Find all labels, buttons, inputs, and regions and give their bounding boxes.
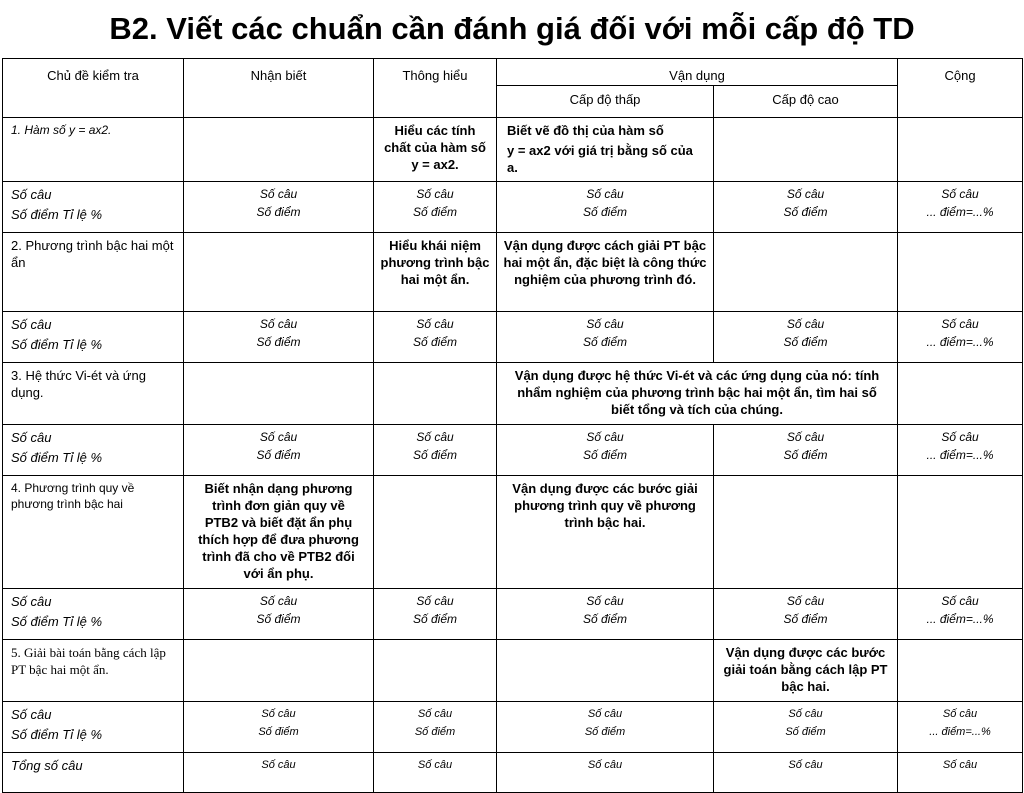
- count-label-1: Số câu: [11, 430, 52, 445]
- count-cell: Số câu Số điểm: [184, 702, 374, 753]
- count-label-cell: [3, 589, 184, 640]
- count-label-1: Số câu: [11, 594, 52, 609]
- empty-cell: [898, 476, 1023, 589]
- empty-cell: [714, 118, 898, 182]
- total-cell: Số câu: [898, 753, 1023, 793]
- count-cell: Số câu: [714, 753, 898, 793]
- apply-low-cell: Vận dụng được cách giải PT bậc hai một ẩn, đặc biệt là công thức nghiệm của phương trình đó.: [497, 233, 714, 312]
- count-cell: Số câu Số điểm: [497, 312, 714, 363]
- total-cell: Số câu ... điểm=...%: [898, 312, 1023, 363]
- topic-row: [3, 363, 1023, 425]
- total-label-cell: Tổng số câu: [3, 753, 184, 793]
- header-recognize: Nhận biết: [184, 59, 374, 118]
- count-row: [3, 182, 1023, 233]
- topic-cell: 4. Phương trình quy về phương trình bậc hai: [3, 476, 184, 589]
- count-cell: Số câu: [497, 753, 714, 793]
- topic-cell: 1. Hàm số y = ax2.: [3, 118, 184, 182]
- topic-cell: 2. Phương trình bậc hai một ẩn: [3, 233, 184, 312]
- count-cell: Số câu Số điểm: [374, 312, 497, 363]
- page-title: [0, 0, 1024, 58]
- count-cell: Số câu Số điểm: [714, 182, 898, 233]
- understand-cell: Hiểu các tính chất của hàm số y = ax2.: [374, 118, 497, 182]
- recognize-cell: Biết nhận dạng phương trình đơn giản quy về PTB2 và biết đặt ẩn phụ thích hợp để đưa phương trình đã cho về PTB2 đối với ẩn phụ.: [184, 476, 374, 589]
- header-understand: Thông hiểu: [374, 59, 497, 118]
- empty-cell: [184, 118, 374, 182]
- empty-cell: [497, 640, 714, 702]
- count-cell: Số câu: [374, 753, 497, 793]
- count-row: [3, 425, 1023, 476]
- understand-cell: Hiểu khái niệm phương trình bậc hai một ẩn.: [374, 233, 497, 312]
- count-cell: Số câu Số điểm: [374, 425, 497, 476]
- count-label-cell: [3, 425, 184, 476]
- apply-low-line-1: Biết vẽ đồ thị của hàm số: [507, 123, 664, 138]
- total-cell: Số câu ... điểm=...%: [898, 425, 1023, 476]
- empty-cell: [898, 233, 1023, 312]
- count-label-2: Số điểm Tỉ lệ %: [11, 727, 103, 742]
- header-apply-low: Cấp độ thấp: [497, 86, 714, 118]
- empty-cell: [714, 476, 898, 589]
- total-row: [3, 753, 1023, 793]
- count-row: [3, 589, 1023, 640]
- count-cell: Số câu Số điểm: [497, 182, 714, 233]
- topic-row: [3, 118, 1023, 182]
- title-prefix: B2.: [109, 11, 158, 46]
- count-label-2: Số điểm Tỉ lệ %: [11, 450, 103, 465]
- apply-low-cell: Vận dụng được các bước giải phương trình quy về phương trình bậc hai.: [497, 476, 714, 589]
- empty-cell: [184, 233, 374, 312]
- count-cell: Số câu Số điểm: [497, 589, 714, 640]
- count-label-1: Số câu: [11, 707, 52, 722]
- apply-low-cell: [497, 118, 714, 182]
- empty-cell: [184, 640, 374, 702]
- count-label-cell: [3, 312, 184, 363]
- empty-cell: [184, 363, 374, 425]
- header-total: Cộng: [898, 59, 1023, 118]
- empty-cell: [898, 118, 1023, 182]
- topic-row: [3, 640, 1023, 702]
- total-cell: Số câu ... điểm=...%: [898, 702, 1023, 753]
- criteria-table: [2, 58, 1023, 793]
- count-label-2: Số điểm Tỉ lệ %: [11, 207, 103, 222]
- count-cell: Số câu Số điểm: [714, 425, 898, 476]
- count-cell: Số câu: [184, 753, 374, 793]
- count-row: [3, 702, 1023, 753]
- count-cell: Số câu Số điểm: [184, 425, 374, 476]
- count-label-cell: [3, 182, 184, 233]
- header-apply-high: Cấp độ cao: [714, 86, 898, 118]
- count-cell: Số câu Số điểm: [374, 589, 497, 640]
- count-cell: Số câu Số điểm: [184, 589, 374, 640]
- empty-cell: [374, 476, 497, 589]
- count-label-2: Số điểm Tỉ lệ %: [11, 614, 103, 629]
- count-row: [3, 312, 1023, 363]
- empty-cell: [898, 363, 1023, 425]
- empty-cell: [374, 363, 497, 425]
- total-cell: Số câu ... điểm=...%: [898, 589, 1023, 640]
- count-label-cell: [3, 702, 184, 753]
- apply-cell: Vận dụng được hệ thức Vi-ét và các ứng dụng của nó: tính nhẩm nghiệm của phương trình bậc hai một ẩn, tìm hai số biết tổng và tích của chúng.: [497, 363, 898, 425]
- count-cell: Số câu Số điểm: [184, 312, 374, 363]
- topic-cell: 5. Giải bài toán bằng cách lập PT bậc hai một ẩn.: [3, 640, 184, 702]
- apply-low-line-2: y = ax2 với giá trị bằng số của a.: [507, 143, 693, 175]
- title-text: Viết các chuẩn cần đánh giá đối với mỗi cấp độ TD: [157, 11, 915, 46]
- count-label-2: Số điểm Tỉ lệ %: [11, 337, 103, 352]
- empty-cell: [714, 233, 898, 312]
- count-cell: Số câu Số điểm: [184, 182, 374, 233]
- count-label-1: Số câu: [11, 317, 52, 332]
- count-cell: Số câu Số điểm: [714, 589, 898, 640]
- topic-row: [3, 476, 1023, 589]
- topic-row: [3, 233, 1023, 312]
- count-cell: Số câu Số điểm: [714, 702, 898, 753]
- empty-cell: [898, 640, 1023, 702]
- count-cell: Số câu Số điểm: [374, 702, 497, 753]
- count-cell: Số câu Số điểm: [497, 702, 714, 753]
- topic-cell: 3. Hệ thức Vi-ét và ứng dụng.: [3, 363, 184, 425]
- count-label-1: Số câu: [11, 187, 52, 202]
- count-cell: Số câu Số điểm: [497, 425, 714, 476]
- count-cell: Số câu Số điểm: [374, 182, 497, 233]
- header-topic: Chủ đề kiểm tra: [3, 59, 184, 118]
- empty-cell: [374, 640, 497, 702]
- count-cell: Số câu Số điểm: [714, 312, 898, 363]
- total-cell: Số câu ... điểm=...%: [898, 182, 1023, 233]
- apply-high-cell: Vận dụng được các bước giải toán bằng cách lập PT bậc hai.: [714, 640, 898, 702]
- header-apply: Vận dụng: [497, 59, 898, 86]
